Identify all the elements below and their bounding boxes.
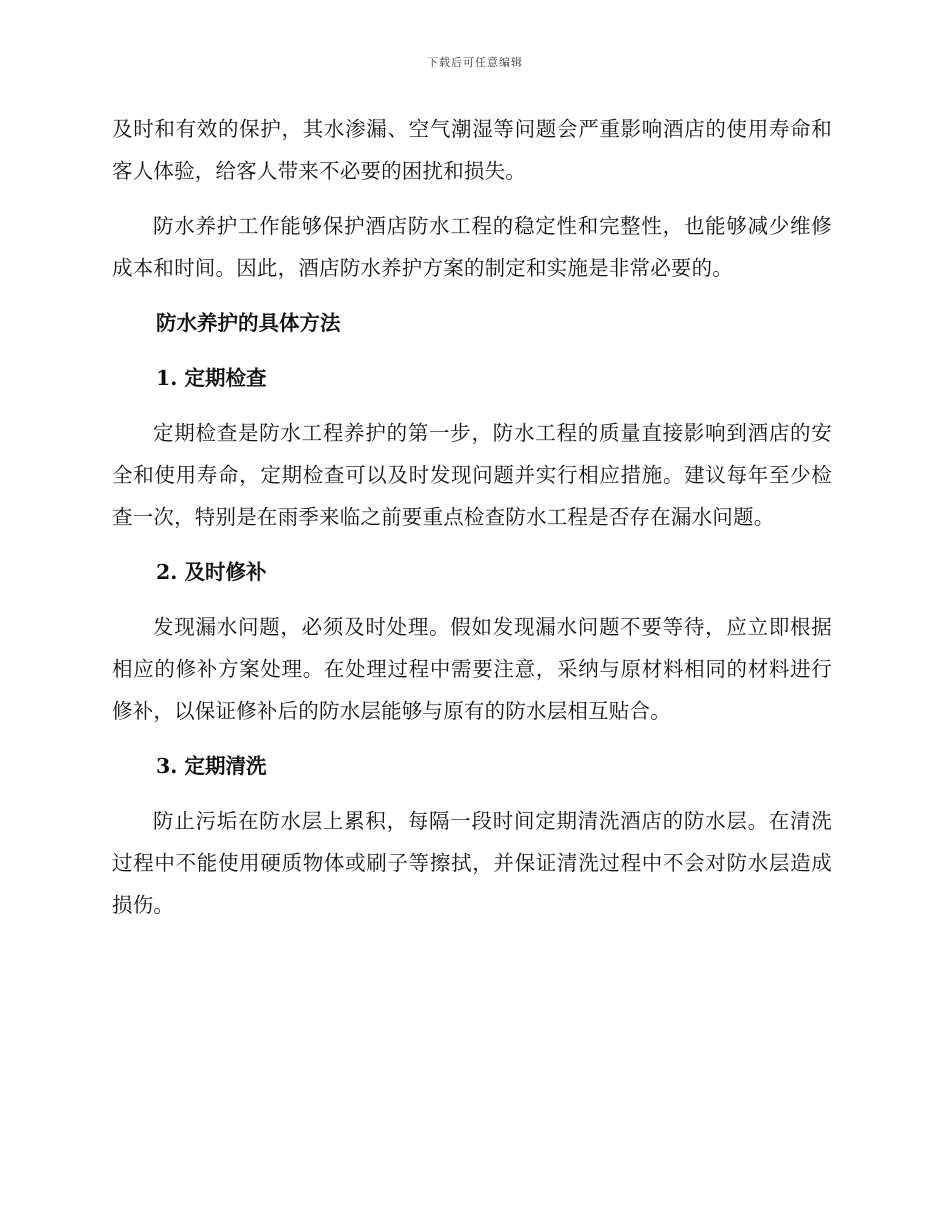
item-title-regular-cleaning: 3. 定期清洗	[156, 754, 267, 778]
spacer	[112, 344, 832, 357]
spacer	[112, 593, 832, 606]
item-text-regular-inspection: 定期检查是防水工程养护的第一步，防水工程的质量直接影响到酒店的安全和使用寿命，定期检查可以及时发现问题并实行相应措施。建议每年至少检查一次，特别是在雨季来临之前要重点检查防水工程是否存在漏水问题。	[112, 421, 832, 529]
paragraph-importance: 防水养护工作能够保护酒店防水工程的稳定性和完整性，也能够减少维修成本和时间。因此，酒店防水养护方案的制定和实施是非常必要的。	[112, 214, 832, 280]
item-title-regular-inspection: 1. 定期检查	[156, 366, 267, 390]
spacer	[112, 399, 832, 412]
document-body	[112, 108, 832, 926]
spacer	[112, 538, 832, 551]
item-title-timely-repair: 2. 及时修补	[156, 560, 267, 584]
spacer	[112, 732, 832, 745]
spacer	[112, 192, 832, 205]
spacer	[112, 289, 832, 302]
header-note: 下载后可任意编辑	[427, 56, 523, 69]
item-text-regular-cleaning: 防止污垢在防水层上累积，每隔一段时间定期清洗酒店的防水层。在清洗过程中不能使用硬质物体或刷子等擦拭，并保证清洗过程中不会对防水层造成损伤。	[112, 809, 832, 917]
spacer	[112, 787, 832, 800]
item-text-timely-repair: 发现漏水问题，必须及时处理。假如发现漏水问题不要等待，应立即根据相应的修补方案处理。在处理过程中需要注意，采纳与原材料相同的材料进行修补，以保证修补后的防水层能够与原有的防水层相互贴合。	[112, 615, 832, 723]
paragraph-continuation: 及时和有效的保护，其水渗漏、空气潮湿等问题会严重影响酒店的使用寿命和客人体验，给客人带来不必要的困扰和损失。	[112, 117, 832, 183]
section-title: 防水养护的具体方法	[156, 311, 341, 335]
